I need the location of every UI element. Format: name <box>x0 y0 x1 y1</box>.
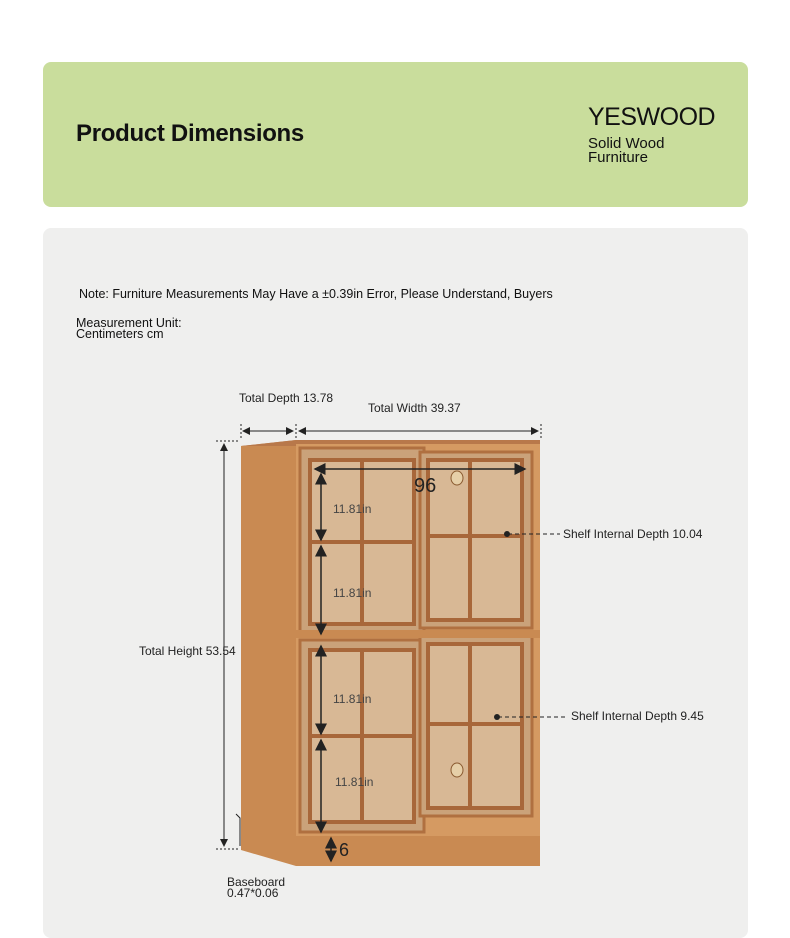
page-title: Product Dimensions <box>76 120 304 147</box>
lower-door-handle <box>451 763 463 777</box>
shelf-depth-upper-label: Shelf Internal Depth 10.04 <box>563 527 703 541</box>
baseboard-label: Baseboard <box>227 875 286 889</box>
base-height-label: 6 <box>339 840 350 860</box>
unit-value: Centimeters cm <box>76 327 164 341</box>
brand-logo: YESWOOD <box>588 103 716 131</box>
unit-label: Measurement Unit: <box>76 316 182 330</box>
upper-door-handle <box>451 471 463 485</box>
compartment-height-2: 11.81in <box>333 586 372 600</box>
brand-tagline-line1: Solid Wood <box>588 135 665 152</box>
total-width-label: Total Width 39.37 <box>368 401 461 415</box>
total-height-label: Total Height 53.54 <box>139 644 236 658</box>
cabinet-plinth <box>296 836 540 866</box>
brand-tagline-line2: Furniture <box>588 149 649 166</box>
bookcase-image <box>241 440 540 866</box>
shelf-depth-marker-lower <box>494 714 500 720</box>
measurement-note: Note: Furniture Measurements May Have a ±0.39in Error, Please Understand, Buyers <box>79 287 553 301</box>
upper-right-glass <box>428 460 522 620</box>
baseboard-value: 0.47*0.06 <box>227 886 279 900</box>
shelf-depth-marker-upper <box>504 531 510 537</box>
inner-width-label: 96 <box>414 475 437 497</box>
shelf-depth-lower-label: Shelf Internal Depth 9.45 <box>571 709 704 723</box>
compartment-height-4: 11.81in <box>335 775 374 789</box>
compartment-height-1: 11.81in <box>333 502 372 516</box>
cabinet-side-panel <box>241 440 296 866</box>
total-depth-label: Total Depth 13.78 <box>239 391 334 405</box>
compartment-height-3: 11.81in <box>333 692 372 706</box>
